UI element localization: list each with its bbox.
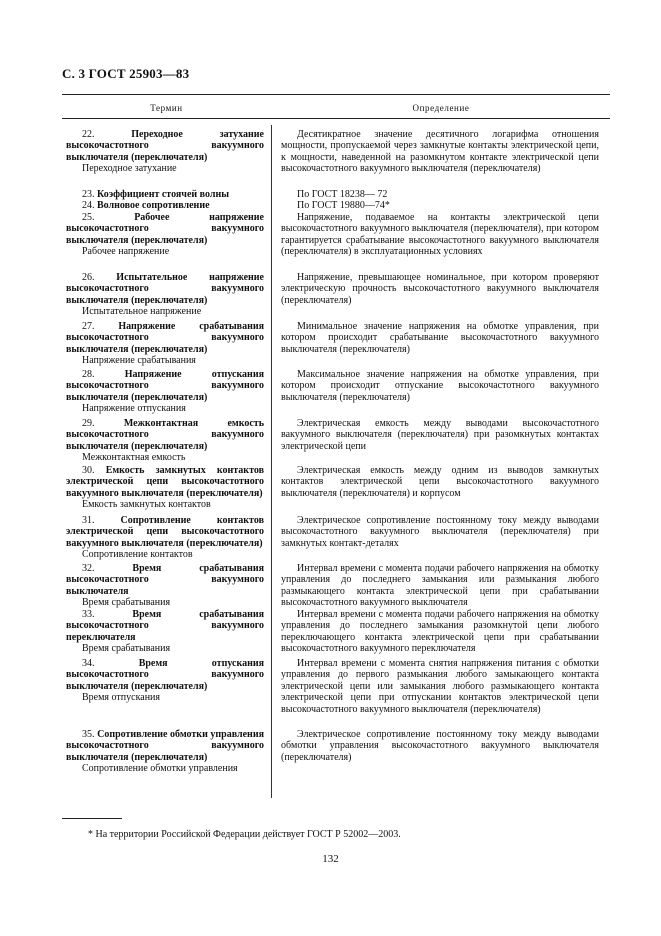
term-name: Рабочее напряжение высокочастотного вакуумного выключателя (переключателя) (66, 212, 264, 246)
term-cell (66, 369, 264, 415)
term-number: 29. (82, 418, 95, 429)
definition-cell (281, 609, 599, 655)
term-number: 27. (82, 321, 95, 332)
definition-cell (281, 418, 599, 452)
term-cell (66, 272, 264, 318)
term-name: Сопротивление обмотки управления высокочастотного вакуумного выключателя (переключателя) (66, 729, 264, 763)
term-number: 26. (82, 272, 95, 283)
term-number: 25. (82, 212, 95, 223)
definition-cell (281, 189, 599, 200)
definition-cell (281, 200, 599, 211)
term-number: 22. (82, 129, 95, 140)
term-number: 24. (82, 200, 95, 211)
page-header: С. 3 ГОСТ 25903—83 (62, 66, 190, 81)
term-cell (66, 658, 264, 704)
definition-text: Электрическое сопротивление постоянному току между выводами высокочастотного вакуумного выключателя (переключателя) при замкнутых контакт-деталях (281, 515, 599, 549)
term-synonym: Емкость замкнутых контактов (82, 499, 211, 511)
definition-text: Максимальное значение напряжения на обмотке управления, при котором происходит отпускание высокочастотного вакуумного выключателя (переключателя) (281, 369, 599, 403)
page-number: 132 (322, 853, 339, 865)
term-name: Напряжение отпускания высокочастотного вакуумного выключателя (переключателя) (66, 369, 264, 403)
definition-cell (281, 129, 599, 175)
term-synonym: Время отпускания (82, 692, 161, 704)
definition-cell (281, 515, 599, 549)
term-synonym: Время срабатывания (82, 643, 171, 655)
term-heading (66, 321, 264, 355)
term-name: Коэффициент стоячей волны (97, 189, 230, 200)
definition-text: Интервал времени с момента подачи рабочего напряжения на обмотку управления до последнего замыкания разомкнутой цепи любого переключающего контакта электрической цепи при срабатывании высокочастотного вакуумного переключателя (281, 609, 599, 655)
definition-cell (281, 272, 599, 306)
term-heading (66, 515, 264, 549)
term-heading (66, 272, 264, 306)
definition-text: Электрическая емкость между одним из выводов замкнутых контактов электрической цепи высокочастотного вакуумного выключателя (переключателя) и корпусом (281, 465, 599, 499)
term-synonym: Сопротивление контактов (82, 549, 193, 561)
term-name: Время срабатывания высокочастотного вакуумного выключателя (66, 563, 264, 597)
term-heading (66, 369, 264, 403)
term-number: 33. (82, 609, 95, 620)
term-heading (66, 658, 264, 692)
term-cell (66, 609, 264, 655)
term-cell (66, 465, 264, 511)
term-cell (66, 418, 264, 464)
term-synonym: Время срабатывания (82, 597, 171, 609)
definition-cell (281, 369, 599, 403)
term-heading (66, 212, 264, 246)
definition-cell (281, 212, 599, 258)
term-name: Межконтактная емкость высокочастотного вакуумного выключателя (переключателя) (66, 418, 264, 452)
term-cell (66, 515, 264, 561)
term-synonym: Напряжение срабатывания (82, 355, 196, 367)
term-name: Время отпускания высокочастотного вакуумного выключателя (переключателя) (66, 658, 265, 692)
header-bottom-rule (62, 118, 610, 119)
term-number: 32. (82, 563, 95, 574)
definition-cell (281, 658, 599, 715)
term-synonym: Переходное затухание (82, 163, 177, 175)
term-heading (66, 465, 264, 499)
term-name: Сопротивление контактов электрической цепи высокочастотного вакуумного выключателя (переключателя) (66, 515, 264, 549)
footnote: * На территории Российской Федерации действует ГОСТ Р 52002—2003. (88, 829, 401, 840)
term-synonym: Испытательное напряжение (82, 306, 202, 318)
term-synonym: Рабочее напряжение (82, 246, 170, 258)
term-cell (66, 729, 264, 775)
definition-cell (281, 321, 599, 355)
term-number: 34. (82, 658, 95, 669)
definition-text: Интервал времени с момента подачи рабочего напряжения на обмотку управления до последнего замыкания или размыкания любого размыкающего контакта электрической цепи при срабатывании высокочастотного вакуумного выключателя (281, 563, 599, 609)
term-cell (66, 321, 264, 367)
term-synonym: Межконтактная емкость (82, 452, 186, 464)
term-synonym: Сопротивление обмотки управления (82, 763, 238, 775)
term-cell (66, 563, 264, 609)
definition-text: Электрическая емкость между выводами высокочастотного вакуумного выключателя (переключателя) при разомкнутых контактах электрической цепи (281, 418, 599, 452)
term-name: Волновое сопротивление (97, 200, 210, 211)
term-heading (66, 729, 264, 763)
column-divider (271, 125, 272, 798)
term-name: Переходное затухание высокочастотного вакуумного выключателя (переключателя) (66, 129, 264, 163)
footnote-rule (62, 818, 122, 819)
term-name: Емкость замкнутых контактов электрической цепи высокочастотного вакуумного выключателя (переключателя) (66, 465, 264, 499)
term-name: Время срабатывания высокочастотного вакуумного переключателя (66, 609, 264, 643)
term-heading (66, 129, 264, 163)
term-synonym: Напряжение отпускания (82, 403, 186, 415)
definition-cell (281, 563, 599, 609)
term-heading (66, 189, 264, 200)
term-cell (66, 189, 264, 200)
term-number: 23. (82, 189, 95, 200)
column-header-definition: Определение (412, 103, 470, 113)
definition-cell (281, 465, 599, 499)
term-number: 30. (82, 465, 95, 476)
term-heading (66, 563, 264, 597)
term-heading (66, 609, 264, 643)
definition-text: Десятикратное значение десятичного логарифма отношения мощности, пропускаемой через замкнутые контакты электрической цепи, к мощности, наведенной на разомкнутом контакте электрической цепи высокочастотного вакуумного выключателя (переключателя) (281, 129, 599, 175)
definition-text: Электрическое сопротивление постоянному току между выводами обмотки управления высокочастотного вакуумного выключателя (переключателя) (281, 729, 599, 763)
definition-text: Напряжение, превышающее номинальное, при котором проверяют электрическую прочность высокочастотного вакуумного выключателя (переключателя) (281, 272, 599, 306)
term-number: 28. (82, 369, 95, 380)
term-number: 31. (82, 515, 95, 526)
definition-text: По ГОСТ 19880—74* (297, 200, 390, 211)
table-top-rule (62, 94, 610, 95)
definition-text: По ГОСТ 18238— 72 (297, 189, 388, 200)
term-heading (66, 200, 264, 211)
term-cell (66, 212, 264, 258)
definition-text: Минимальное значение напряжения на обмотке управления, при котором происходит срабатывание высокочастотного вакуумного выключателя (переключателя) (281, 321, 599, 355)
definition-text: Напряжение, подаваемое на контакты электрической цепи высокочастотного вакуумного выключателя (переключателя), при котором гарантируется срабатывание высокочастотного вакуумного выключателя (переключателя) в эксплуатационных условиях (281, 212, 599, 258)
term-cell (66, 200, 264, 211)
term-name: Испытательное напряжение высокочастотного вакуумного выключателя (переключателя) (66, 272, 264, 306)
definition-text: Интервал времени с момента снятия напряжения питания с обмотки управления до первого размыкания любого замыкающего контакта электрической цепи или замыкания любого размыкающего контакта электрической цепи при отпускании контактов электрической цепи высокочастотного вакуумного выключателя (переключателя) (281, 658, 599, 715)
definition-cell (281, 729, 599, 763)
term-name: Напряжение срабатывания высокочастотного вакуумного выключателя (переключателя) (66, 321, 264, 355)
column-header-term: Термин (150, 103, 183, 113)
term-cell (66, 129, 264, 175)
term-heading (66, 418, 264, 452)
term-number: 35. (82, 729, 95, 740)
